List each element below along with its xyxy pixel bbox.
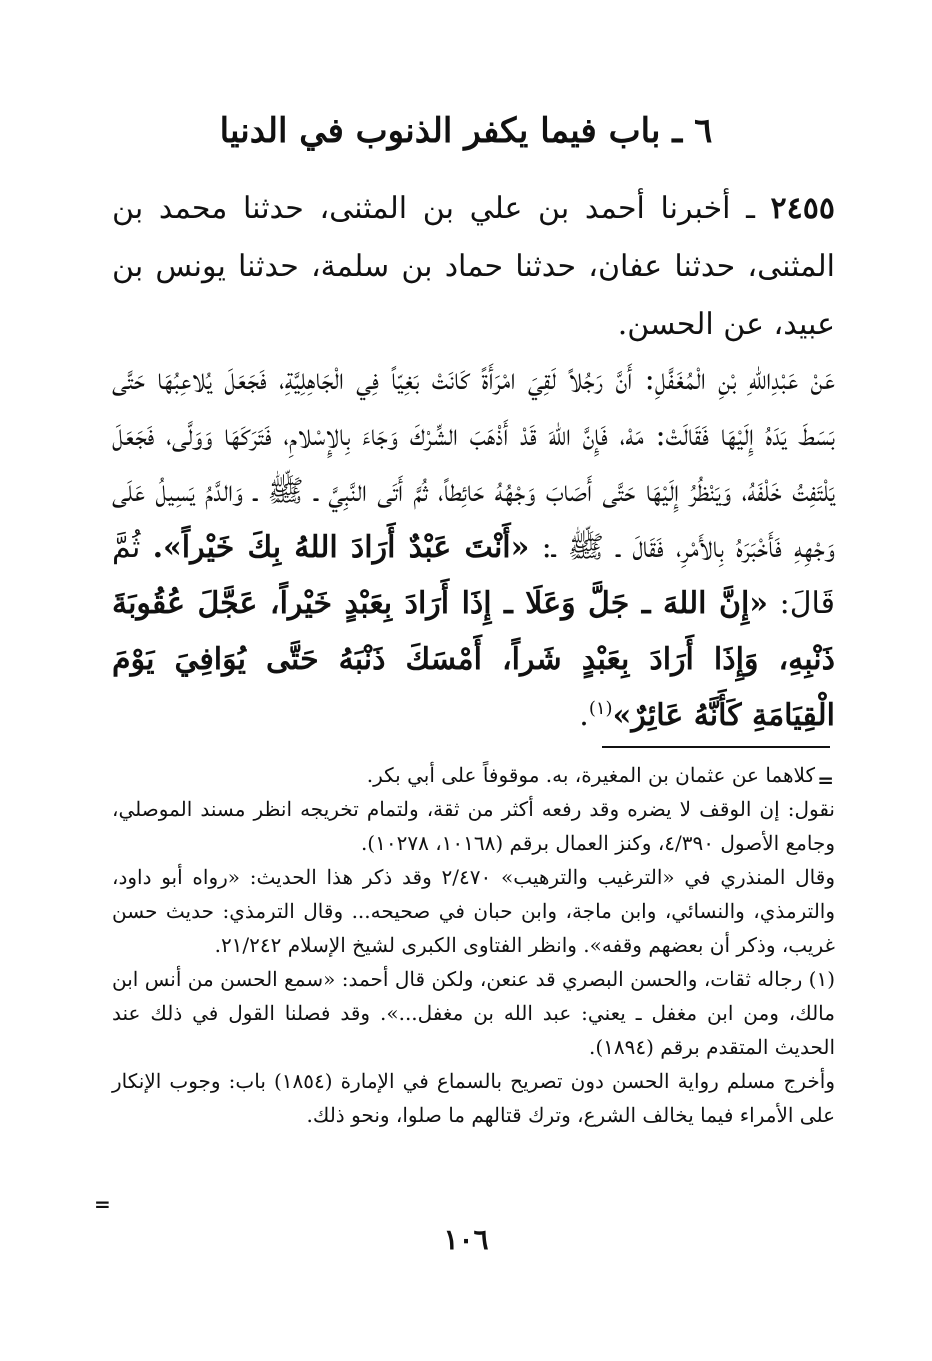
continuation-marker-top: = [817,768,834,792]
chapter-heading: ٦ ـ باب فيما يكفر الذنوب في الدنيا [219,111,713,151]
hadith-quote-1: «أَنْتَ عَبْدٌ أَرَادَ اللهُ بِكَ خَيْراً». [152,530,530,565]
hadith-isnad: ـ أخبرنا أحمد بن علي بن المثنى، حدثنا محمد بن المثنى، حدثنا عفان، حدثنا حماد بن سلمة، حدثنا يونس بن عبيد، عن الحسن. [112,191,835,342]
hadith-end-period: . [579,698,589,733]
page-number: ١٠٦ [443,1223,489,1256]
footnote-1: (١) رجاله ثقات، والحسن البصري قد عنعن، ولكن قال أحمد: «سمع الحسن من أنس ابن مالك، ومن ابن مغفل ـ يعني: عبد الله بن مغفل...». وقد فصلنا القول في ذلك عند الحديث المتقدم برقم (١٨٩٤). [112,967,835,1059]
footnote-1-continued: وأخرج مسلم رواية الحسن دون تصريح بالسماع في الإمارة (١٨٥٤) باب: وجوب الإنكار على الأمراء فيما يخالف الشرع، وترك قتالهم ما صلوا، ونحو ذلك. [112,1069,835,1127]
hadith-narration-2: ثُمَّ قَالَ: [112,530,835,621]
hadith-quote-2: «إِنَّ اللهَ ـ جَلَّ وَعَلَا ـ إِذَا أَرَادَ بِعَبْدٍ خَيْراً، عَجَّلَ عُقُوبَةَ ذَنْبِهِ، وَإِذَا أَرَادَ بِعَبْدٍ شَراً، أَمْسَكَ ذَنْبَهُ حَتَّى يُوَافِيَ يَوْمَ الْقِيَامَةِ كَأَنَّهُ عَائِرٌ» [112,586,835,733]
footnote-carryover-paragraph: نقول: إن الوقف لا يضره وقد رفعه أكثر من ثقة، ولتمام تخريجه انظر مسند الموصلي، وجامع الأصول ٤/٣٩٠، وكنز العمال برقم (١٠١٦٨، ١٠٢٧٨). [112,797,835,855]
hadith-text-paragraph [112,352,835,744]
footnote-carryover-paragraph: وقال المنذري في «الترغيب والترهيب» ٢/٤٧٠ وقد ذكر هذا الحديث: «رواه أبو داود، والترمذي، والنسائي، وابن ماجة، وابن حبان في صحيحه... وقال الترمذي: حديث حسن غريب، وذكر أن بعضهم وقفه». وانظر الفتاوى الكبرى لشيخ الإسلام ٢١/٢٤٢. [112,865,835,957]
footnotes-section [112,758,835,1132]
continuation-marker-bottom: = [94,1192,111,1216]
hadith-isnad-paragraph [112,180,835,354]
footnote-carryover-line: كلاهما عن عثمان بن المغيرة، به. موقوفاً على أبي بكر. [366,763,815,787]
hadith-number: ٢٤٥٥ [770,191,835,226]
footnote-reference: (١) [588,698,613,719]
hadith-narration: عَنْ عَبْدِاللهِ بْنِ الْمُغَفَّلِ: أَنَّ رَجُلاً لَقِيَ امْرَأَةً كَانَتْ بَغِيّاً فِي الْجَاهِلِيَّةِ، فَجَعَلَ يُلاعِبُهَا حَتَّى بَسَطَ يَدَهُ إِلَيْهَا فَقَالَتْ: مَهْ، فَإِنَّ اللهَ قَدْ أَذْهَبَ الشِّرْكَ وَجَاءَ بِالإِسْلامِ، فَتَرَكَهَا وَوَلَّى، فَجَعَلَ يَلْتَفِتُ خَلْفَهُ، وَيَنْظُرُ إِلَيْهَا حَتَّى أَصَابَ وَجْهُهُ حَائِطاً، ثُمَّ أَتَى النَّبِيَّ ـ ﷺ ـ وَالدَّمُ يَسِيلُ عَلَى وَجْهِهِ فَأَخْبَرَهُ بِالأَمْرِ، فَقَالَ ـ ﷺ ـ: [112,362,836,565]
footnote-separator [602,746,830,748]
